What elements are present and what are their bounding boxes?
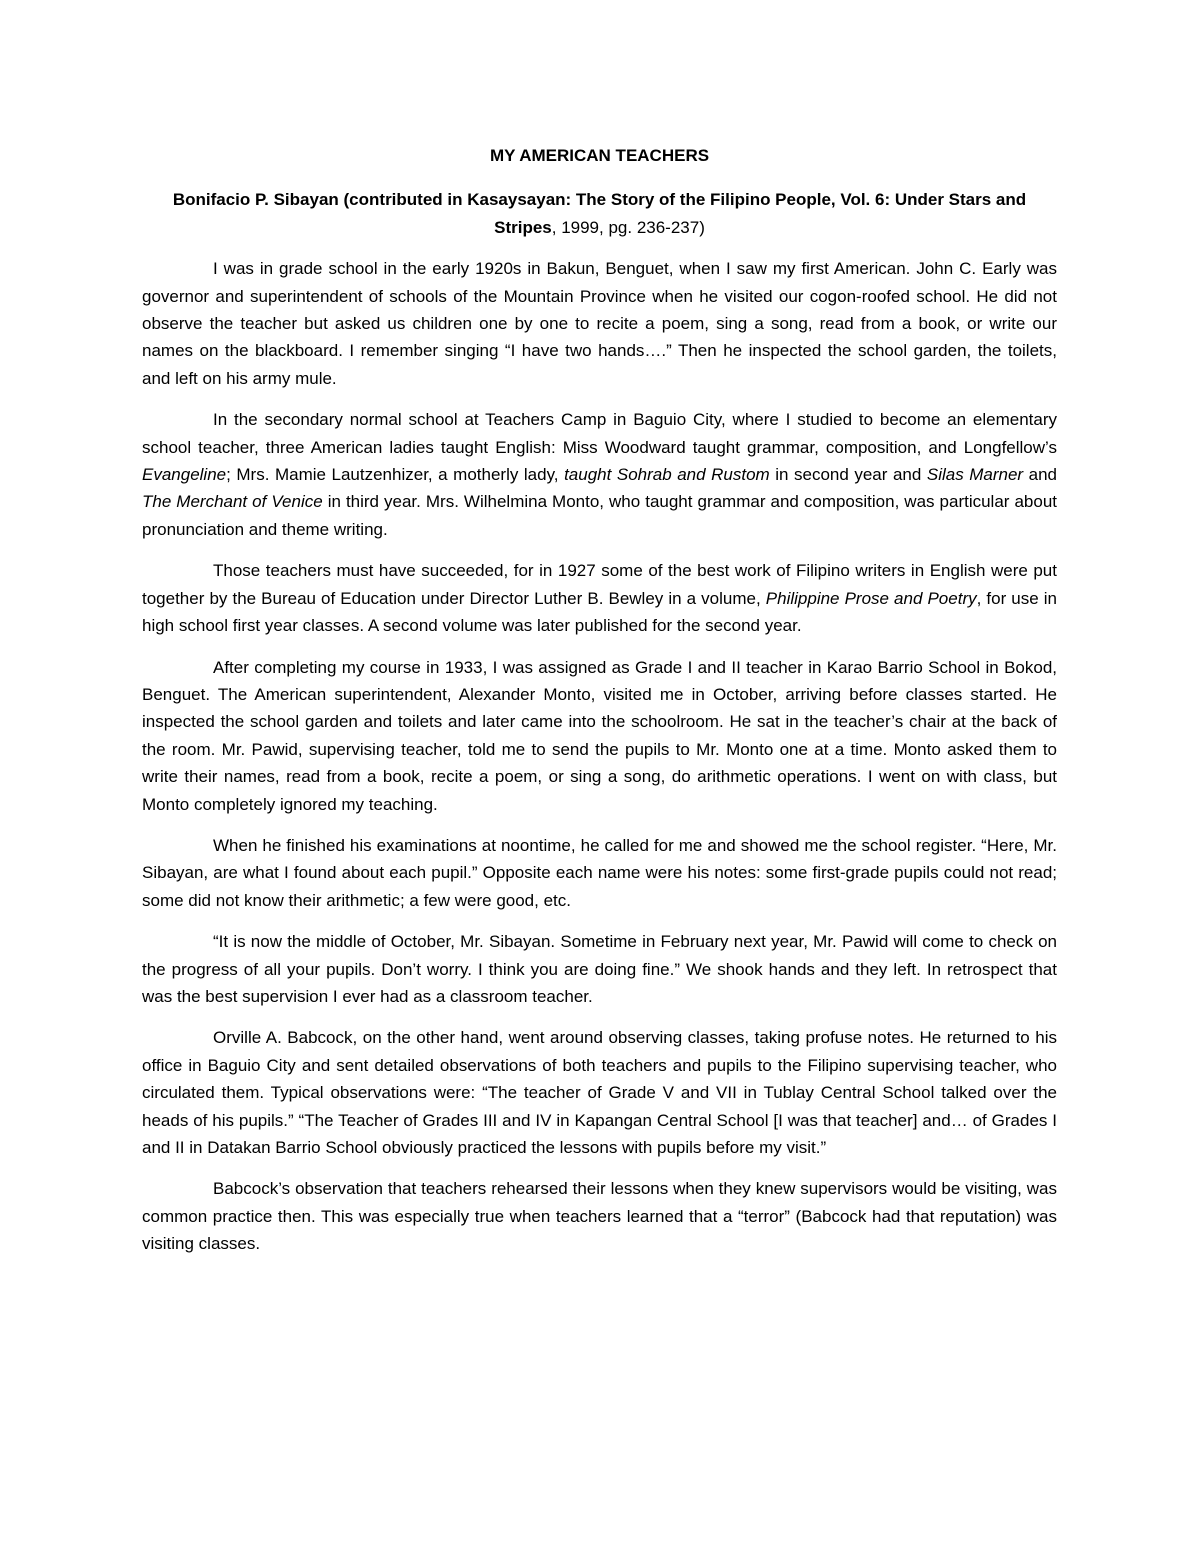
paragraph bbox=[142, 1175, 1057, 1257]
paragraph bbox=[142, 654, 1057, 818]
paragraph bbox=[142, 406, 1057, 543]
paragraph-text: When he finished his examinations at noontime, he called for me and showed me the school register. “Here, Mr. Sibayan, are what I found about each pupil.” Opposite each name were his notes: some first-grade pupils could not read; some did not know their arithmetic; a few were good, etc. bbox=[142, 835, 1057, 910]
byline-author: Bonifacio P. Sibayan bbox=[172, 190, 339, 210]
paragraph bbox=[142, 1024, 1057, 1161]
paragraph-text: After completing my course in 1933, I was assigned as Grade I and II teacher in Karao Barrio School in Bokod, Benguet. The American superintendent, Alexander Monto, visited me in October, arriving before classes started. He inspected the school garden and toilets and later came into the schoolroom. He sat in the teacher’s chair at the back of the room. Mr. Pawid, supervising teacher, told me to send the pupils to Mr. Monto one at a time. Monto asked them to write their names, read from a book, recite a poem, or sing a song, do arithmetic operations. I went on with class, but Monto completely ignored my teaching. bbox=[142, 657, 1057, 814]
paragraph-text: in third year. Mrs. Wilhelmina Monto, who taught grammar and composition, was particular about pronunciation and theme writing. bbox=[142, 492, 1057, 539]
italic-title-text: Evangeline bbox=[142, 465, 227, 485]
byline-close: , 1999, pg. 236-237) bbox=[551, 217, 705, 237]
paragraph bbox=[142, 832, 1057, 914]
paragraph-text: I was in grade school in the early 1920s in Bakun, Benguet, when I saw my first American. John C. Early was governor and superintendent of schools of the Mountain Province when he visited our cogon-roofed school. He did not observe the teacher but asked us children one by one to recite a poem, sing a song, read from a book, or write our names on the blackboard. I remember singing “I have two hands….” Then he inspected the school garden, the toilets, and left on his army mule. bbox=[142, 259, 1057, 388]
paragraph-text: Babcock’s observation that teachers rehearsed their lessons when they knew supervisors would be visiting, was common practice then. This was especially true when teachers learned that a “terror” (Babcock had that reputation) was visiting classes. bbox=[142, 1179, 1057, 1254]
paragraph-text: ; Mrs. Mamie Lautzenhizer, a motherly lady, bbox=[226, 465, 565, 485]
byline bbox=[142, 186, 1057, 241]
italic-title-text: The Merchant of Venice bbox=[142, 492, 323, 512]
byline-open: (contributed in bbox=[338, 190, 468, 210]
italic-title-text: Silas Marner bbox=[926, 465, 1024, 485]
paragraph-text: Those teachers must have succeeded, for in 1927 some of the best work of Filipino writers in English were put together by the Bureau of Education under Director Luther B. Bewley in a volume, bbox=[142, 561, 1057, 608]
document-title: MY AMERICAN TEACHERS bbox=[489, 146, 710, 165]
paragraph-text: In the secondary normal school at Teachers Camp in Baguio City, where I studied to become an elementary school teacher, three American ladies taught English: Miss Woodward taught grammar, composition, and Longfellow’s bbox=[142, 410, 1057, 457]
paragraph bbox=[142, 255, 1057, 392]
paragraph bbox=[142, 928, 1057, 1010]
paragraph-text: , for use in high school first year classes. A second volume was later published for the second year. bbox=[142, 588, 1058, 636]
italic-title-text: taught Sohrab and Rustom bbox=[564, 465, 770, 485]
paragraph-text: and bbox=[1023, 465, 1057, 485]
byline-source: Kasaysayan: The Story of the Filipino People, Vol. 6: Under Stars and Stripes bbox=[467, 190, 1027, 237]
paragraph-text: “It is now the middle of October, Mr. Sibayan. Sometime in February next year, Mr. Pawid will come to check on the progress of all your pupils. Don’t worry. I think you are doing fine.” We shook hands and they left. In retrospect that was the best supervision I ever had as a classroom teacher. bbox=[142, 932, 1057, 1006]
paragraph-text: in second year and bbox=[769, 465, 927, 485]
body-text bbox=[142, 255, 1057, 1257]
paragraph bbox=[142, 557, 1057, 639]
document-page bbox=[142, 142, 1057, 1272]
italic-title-text: Philippine Prose and Poetry bbox=[765, 588, 977, 608]
paragraph-text: Orville A. Babcock, on the other hand, went around observing classes, taking profuse notes. He returned to his office in Baguio City and sent detailed observations of both teachers and pupils to the Filipino supervising teacher, who circulated them. Typical observations were: “The teacher of Grade V and VII in Tublay Central School talked over the heads of his pupils.” “The Teacher of Grades III and IV in Kapangan Central School [I was that teacher] and… of Grades I and II in Datakan Barrio School obviously practiced the lessons with pupils before my visit.” bbox=[142, 1028, 1057, 1157]
